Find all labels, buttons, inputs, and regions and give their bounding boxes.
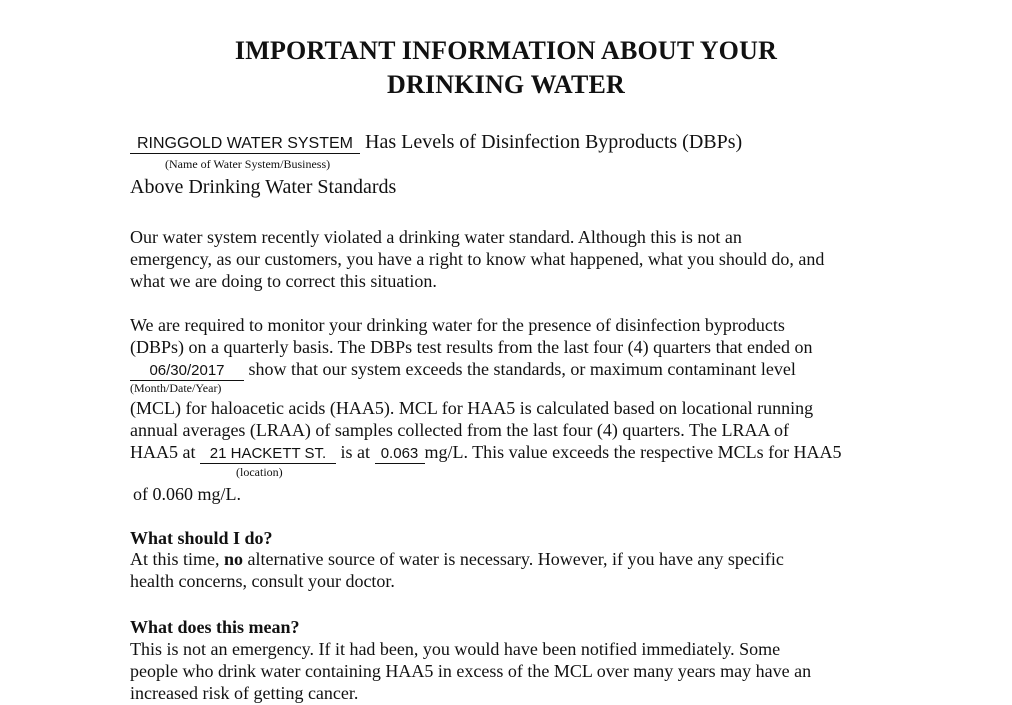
what-should-i-do-heading: What should I do? [130,528,273,548]
date-caption: (Month/Date/Year) [130,381,222,395]
notice-title-line2: DRINKING WATER [386,70,626,99]
location-caption: (location) [236,465,283,479]
what-does-this-mean-heading: What does this mean? [130,617,300,637]
what-should-i-do-line-1 [130,548,784,571]
monitoring-line-6 [130,441,842,464]
location-field: 21 HACKETT ST. [200,444,336,464]
monitoring-line-3 [130,358,796,381]
no-alt-source-post: alternative source of water is necessary. However, if you have any specific [247,549,784,569]
monitoring-line-2: (DBPs) on a quarterly basis. The DBPs test results from the last four (4) quarters that ended on [130,337,813,357]
has-levels-text: Has Levels of Disinfection Byproducts (DBPs) [365,131,743,153]
monitoring-line-4: (MCL) for haloacetic acids (HAA5). MCL for HAA5 is calculated based on locational running [130,398,814,418]
no-alt-source-emphasis: no [224,549,244,569]
monitoring-line-3-text: show that our system exceeds the standards, or maximum contaminant level [248,359,796,379]
system-line [130,131,742,154]
system-name-field: RINGGOLD WATER SYSTEM [130,134,360,154]
date-field: 06/30/2017 [130,361,244,381]
haa5-at-text: HAA5 at [130,442,196,462]
what-should-i-do-line-2: health concerns, consult your doctor. [130,571,395,591]
monitoring-line-1: We are required to monitor your drinking water for the presence of disinfection byproducts [130,315,785,335]
intro-line-1: Our water system recently violated a drinking water standard. Although this is not an [130,227,742,247]
monitoring-line-6-text: mg/L. This value exceeds the respective MCLs for HAA5 [424,442,842,462]
intro-line-3: what we are doing to correct this situation. [130,271,437,291]
notice-title-line1: IMPORTANT INFORMATION ABOUT YOUR [234,36,778,65]
monitoring-line-5: annual averages (LRAA) of samples collected from the last four (4) quarters. The LRAA of [130,420,789,440]
above-standards-text: Above Drinking Water Standards [130,176,397,198]
what-does-this-mean-line-3: increased risk of getting cancer. [130,683,359,703]
monitoring-line-7: of 0.060 mg/L. [133,484,241,504]
is-at-text: is at [340,442,370,462]
level-field: 0.063 [375,444,425,464]
intro-line-2: emergency, as our customers, you have a right to know what happened, what you should do, and [130,249,825,269]
no-alt-source-pre: At this time, [130,549,220,569]
system-name-caption: (Name of Water System/Business) [165,157,331,171]
what-does-this-mean-line-2: people who drink water containing HAA5 in excess of the MCL over many years may have an [130,661,812,681]
what-does-this-mean-line-1: This is not an emergency. If it had been, you would have been notified immediately. Some [130,639,781,659]
